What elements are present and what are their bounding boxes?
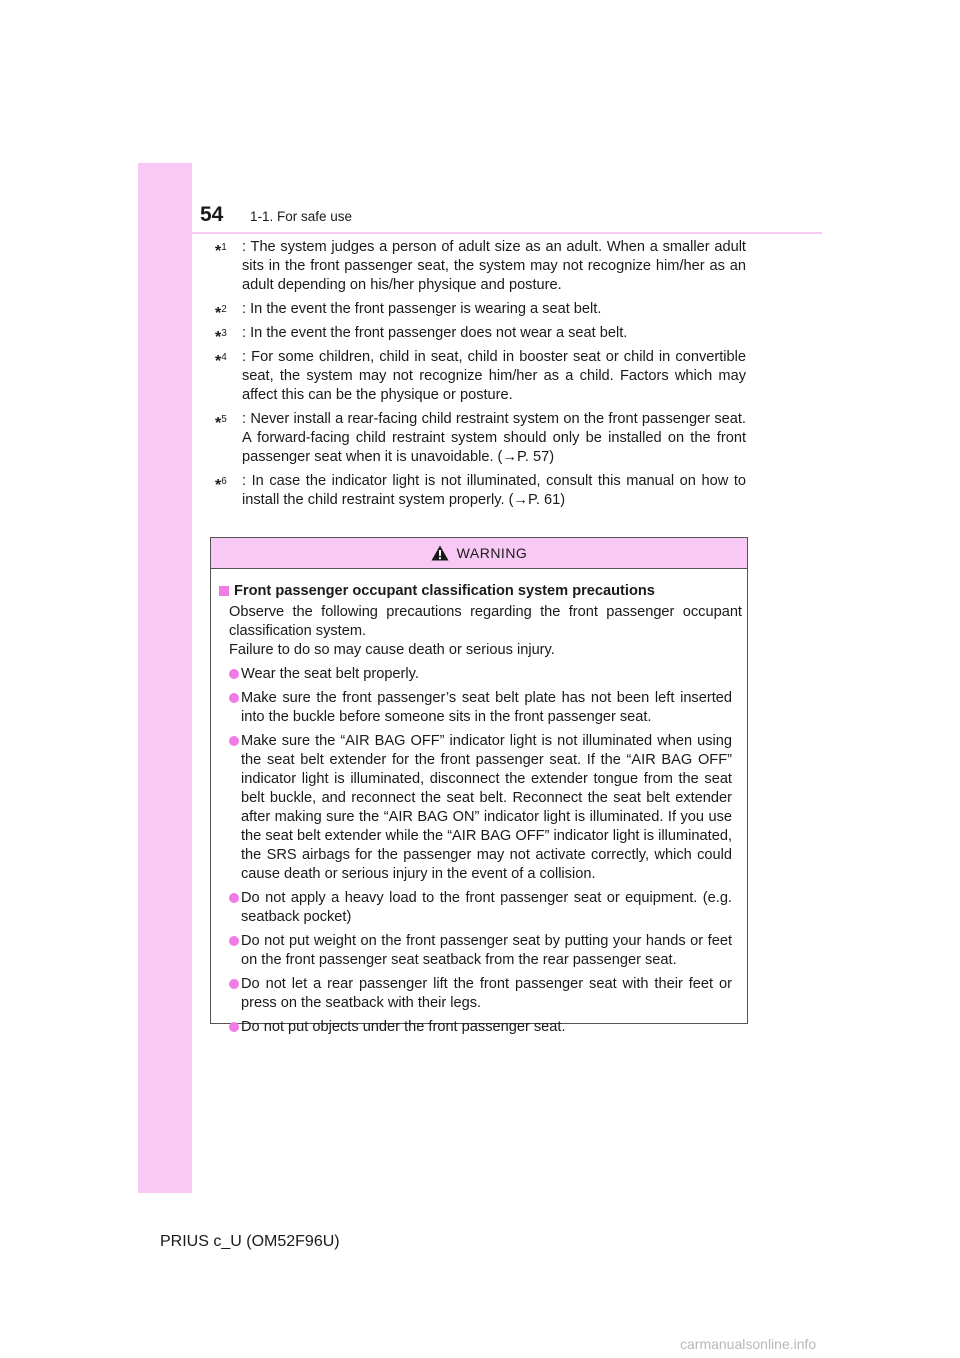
circle-bullet-icon <box>229 936 239 946</box>
page-number: 54 <box>200 203 224 226</box>
footnote-text: : For some children, child in seat, child in booster seat or child in convertible seat, the system may not recognize him/her as a child. Factors which may affect this can be the physique or posture. <box>242 349 746 403</box>
footnote-1 <box>215 238 746 295</box>
footnote-6 <box>215 472 746 510</box>
warning-triangle-icon <box>431 545 449 561</box>
footnote-text: : In the event the front passenger is wearing a seat belt. <box>242 301 602 317</box>
warning-heading-text: Front passenger occupant classification system precautions <box>234 583 655 599</box>
warning-bullet-list <box>219 665 742 1037</box>
list-item: Make sure the front passenger’s seat belt plate has not been left inserted into the buckle before someone sits in the front passenger seat. <box>219 689 732 727</box>
footnote-text: : In the event the front passenger does not wear a seat belt. <box>242 325 628 341</box>
list-item: Make sure the “AIR BAG OFF” indicator light is not illuminated when using the seat belt extender for the front passenger seat. If the “AIR BAG OFF” indicator light is illuminated, disconnect the extender tongue from the seat belt buckle, and reconnect the seat belt. Reconnect the seat belt extender after making sure the “AIR BAG ON” indicator light is illuminated. If you use the seat belt extender while the “AIR BAG OFF” indicator light is illuminated, the SRS airbags for the passenger may not activate correctly, which could cause death or serious injury in the event of a collision. <box>219 732 732 884</box>
footnote-2 <box>215 300 746 322</box>
footnote-mark: *$^2$ <box>215 304 227 322</box>
circle-bullet-icon <box>229 1022 239 1032</box>
header-rule <box>138 232 822 234</box>
square-icon <box>219 586 229 596</box>
list-item: Wear the seat belt properly. <box>219 665 732 684</box>
footnote-text: : In case the indicator light is not illuminated, consult this manual on how to install the child restraint system properly. (→P. 61) <box>242 473 746 508</box>
watermark: carmanualsonline.info <box>680 1336 817 1352</box>
list-item: Do not apply a heavy load to the front passenger seat or equipment. (e.g. seatback pocket) <box>219 889 732 927</box>
circle-bullet-icon <box>229 979 239 989</box>
footnote-text: : Never install a rear-facing child restraint system on the front passenger seat. A forward-facing child restraint system should only be installed on the front passenger seat when it is unavoidable. (→P. 57) <box>242 411 746 465</box>
footnote-mark: *$^1$ <box>215 242 227 260</box>
footnote-mark: *$^5$ <box>215 414 227 432</box>
warning-heading <box>219 582 742 601</box>
list-item: Do not put weight on the front passenger seat by putting your hands or feet on the front passenger seat seatback from the rear passenger seat. <box>219 932 732 970</box>
footnote-mark: *$^6$ <box>215 476 227 494</box>
footnote-5 <box>215 410 746 467</box>
footnote-mark: *$^4$ <box>215 352 227 370</box>
circle-bullet-icon <box>229 693 239 703</box>
warning-intro <box>219 603 742 660</box>
warning-intro-line-2: Failure to do so may cause death or serious injury. <box>229 642 555 658</box>
list-item: Do not let a rear passenger lift the front passenger seat with their feet or press on the seatback with their legs. <box>219 975 732 1013</box>
footnote-3 <box>215 324 746 346</box>
side-color-band <box>138 163 192 1193</box>
footnote-4 <box>215 348 746 405</box>
list-item: Do not put objects under the front passenger seat. <box>219 1018 732 1037</box>
section-label: 1-1. For safe use <box>250 209 353 224</box>
warning-title: WARNING <box>456 545 528 561</box>
circle-bullet-icon <box>229 893 239 903</box>
footnote-text: : The system judges a person of adult size as an adult. When a smaller adult sits in the front passenger seat, the system may not recognize him/her as an adult depending on his/her physique and posture. <box>242 239 746 293</box>
warning-header <box>211 538 747 569</box>
warning-box <box>210 537 748 1035</box>
circle-bullet-icon <box>229 669 239 679</box>
warning-body <box>211 569 747 1037</box>
footer-model: PRIUS c_U (OM52F96U) <box>160 1233 340 1250</box>
warning-intro-line-1: Observe the following precautions regarding the front passenger occupant classification system. <box>229 604 742 639</box>
footnote-mark: *$^3$ <box>215 328 227 346</box>
footnotes <box>215 238 746 515</box>
circle-bullet-icon <box>229 736 239 746</box>
